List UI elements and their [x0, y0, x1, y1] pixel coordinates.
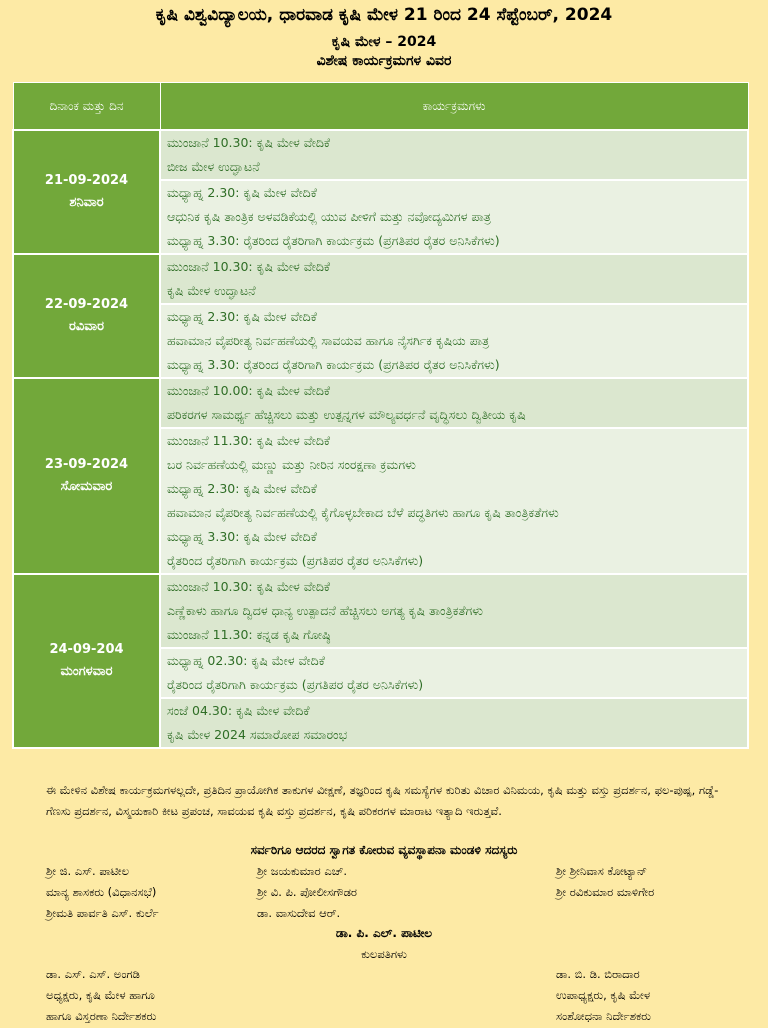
- event-line: ರೈತರಿಂದ ರೈತರಿಗಾಗಿ ಕಾರ್ಯಕ್ರಮ (ಪ್ರಗತಿಪರ ರೈತರ ಅನಿಸಿಕೆಗಳು): [167, 553, 424, 568]
- weekday: ಶನಿವಾರ: [69, 195, 104, 210]
- event-line: ಮಧ್ಯಾಹ್ನ 3.30: ರೈತರಿಂದ ರೈತರಿಗಾಗಿ ಕಾರ್ಯಕ್ರಮ (ಪ್ರಗತಿಪರ ರೈತರ ಅನಿಸಿಕೆಗಳು): [167, 357, 500, 372]
- exhibition-note: ಈ ಮೇಳಿನ ವಿಶೇಷ ಕಾರ್ಯಕ್ರಮಗಳಲ್ಲದೇ, ಪ್ರತಿದಿನ ಪ್ರಾಯೋಗಿಕ ತಾಕುಗಳ ವೀಕ್ಷಣೆ, ತಜ್ಞರಿಂದ ಕೃಷಿ ಸಮಸ್ಯೆಗಳ ಕುರಿತು ವಿಚಾರ ವಿನಿಮಯ, ಕೃಷಿ ಮತ್ತು ವಸ್ತು ಪ್ರದರ್ಶನ, ಫಲ-ಪುಷ್ಪ, ಗಡ್ಡೆ-ಗೆಣಸು ಪ್ರದರ್ಶನ, ವಿಸ್ಮಯಕಾರಿ ಕೀಟ ಪ್ರಪಂಚ, ಸಾವಯವ ಕೃಷಿ ವಸ್ತು ಪ್ರದರ್ಶನ, ಕೃಷಿ ಪರಿಕರಗಳ ಮಾರಾಟ ಇತ್ಯಾದಿ ಇರುತ್ತವೆ.: [46, 783, 719, 818]
- event-line: ಹವಾಮಾನ ವೈಪರೀತ್ಯ ನಿರ್ವಹಣೆಯಲ್ಲಿ ಸಾವಯವ ಹಾಗೂ ನೈಸರ್ಗಿಕ ಕೃಷಿಯ ಪಾತ್ರ: [167, 333, 490, 348]
- date: 21-09-2024: [44, 173, 129, 188]
- event-line: ಪರಿಕರಗಳ ಸಾಮರ್ಥ್ಯ ಹೆಚ್ಚಿಸಲು ಮತ್ತು ಉತ್ಪನ್ನಗಳ ಮೌಲ್ಯವರ್ಧನೆ ವೃದ್ಧಿಸಲು ದ್ವಿತೀಯ ಕೃಷಿ: [167, 407, 526, 422]
- weekday: ಸೋಮವಾರ: [60, 479, 113, 494]
- section-title: ವಿಶೇಷ ಕಾರ್ಯಕ್ರಮಗಳ ವಿವರ: [316, 53, 452, 69]
- event-cell: [160, 428, 748, 574]
- subtitle: ಕೃಷಿ ಮೇಳ – 2024: [331, 34, 437, 50]
- date-column-header: ದಿನಾಂಕ ಮತ್ತು ದಿನ: [13, 83, 160, 131]
- event-line: ಬರ ನಿರ್ವಹಣೆಯಲ್ಲಿ ಮಣ್ಣು ಮತ್ತು ನೀರಿನ ಸಂರಕ್ಷಣಾ ಕ್ರಮಗಳು: [167, 457, 416, 472]
- event-line: ಸಂಜೆ 04.30: ಕೃಷಿ ಮೇಳ ವೇದಿಕೆ: [167, 703, 310, 718]
- event-line: ಕೃಷಿ ಮೇಳ ಉದ್ಘಾಟನೆ: [167, 283, 256, 298]
- event-line: ಹವಾಮಾನ ವೈಪರೀತ್ಯ ನಿರ್ವಹಣೆಯಲ್ಲಿ ಕೈಗೊಳ್ಳಬೇಕಾದ ಬೆಳೆ ಪದ್ಧತಿಗಳು ಹಾಗೂ ಕೃಷಿ ತಾಂತ್ರಿಕತೆಗಳು: [167, 505, 559, 520]
- date-cell: [13, 254, 160, 378]
- committee-heading: ಸರ್ವರಿಗೂ ಆದರದ ಸ್ವಾಗತ ಕೋರುವ ವ್ಯವಸ್ಥಾಪನಾ ಮಂಡಳಿ ಸದಸ್ಯರು: [250, 843, 518, 857]
- event-line: ಮುಂಜಾನೆ 10.30: ಕೃಷಿ ಮೇಳ ವೇದಿಕೆ: [167, 259, 331, 274]
- date: 24-09-204: [49, 642, 124, 657]
- event-cell: [160, 130, 748, 180]
- weekday: ರವಿವಾರ: [68, 319, 105, 334]
- date-cell: [13, 574, 160, 748]
- member-name: ಶ್ರೀ ವಿ. ಪಿ. ಪೋಲೀಸಗೌಡರ: [257, 885, 357, 899]
- schedule-table: [12, 82, 749, 749]
- event-line: ಮಧ್ಯಾಹ್ನ 3.30: ಕೃಷಿ ಮೇಳ ವೇದಿಕೆ: [167, 529, 317, 544]
- event-line: ಮುಂಜಾನೆ 11.30: ಕೃಷಿ ಮೇಳ ವೇದಿಕೆ: [167, 433, 331, 448]
- event-line: ಮಧ್ಯಾಹ್ನ 2.30: ಕೃಷಿ ಮೇಳ ವೇದಿಕೆ: [167, 309, 317, 324]
- event-cell: [160, 698, 748, 748]
- event-cell: [160, 574, 748, 648]
- event-line: ಮುಂಜಾನೆ 10.30: ಕೃಷಿ ಮೇಳ ವೇದಿಕೆ: [167, 579, 331, 594]
- member-name: ಶ್ರೀ ಶ್ರೀನಿವಾಸ ಕೋಟ್ಯಾನ್: [556, 864, 648, 878]
- date: 23-09-2024: [44, 457, 129, 472]
- signatory-line: ಅಧ್ಯಕ್ಷರು, ಕೃಷಿ ಮೇಳ ಹಾಗೂ: [46, 988, 155, 1002]
- event-line: ಮಧ್ಯಾಹ್ನ 3.30: ರೈತರಿಂದ ರೈತರಿಗಾಗಿ ಕಾರ್ಯಕ್ರಮ (ಪ್ರಗತಿಪರ ರೈತರ ಅನಿಸಿಕೆಗಳು): [167, 233, 500, 248]
- weekday: ಮಂಗಳವಾರ: [60, 664, 113, 679]
- event-line: ಆಧುನಿಕ ಕೃಷಿ ತಾಂತ್ರಿಕ ಅಳವಡಿಕೆಯಲ್ಲಿ ಯುವ ಪೀಳಿಗೆ ಮತ್ತು ನವೋದ್ಯಮಿಗಳ ಪಾತ್ರ: [167, 209, 491, 224]
- member-name: ಶ್ರೀ ಜಯಕುಮಾರ ಎಚ್.: [257, 864, 348, 878]
- event-cell: [160, 304, 748, 378]
- table-row: [13, 574, 748, 648]
- event-line: ಮುಂಜಾನೆ 10.30: ಕೃಷಿ ಮೇಳ ವೇದಿಕೆ: [167, 135, 331, 150]
- member-name: ಡಾ. ವಾಸುದೇವ ಆರ್.: [257, 906, 341, 920]
- table-header-row: [13, 83, 748, 131]
- programs-column-header: ಕಾರ್ಯಕ್ರಮಗಳು: [160, 83, 748, 131]
- event-line: ಕೃಷಿ ಮೇಳ 2024 ಸಮಾರೋಪ ಸಮಾರಂಭ: [167, 727, 348, 742]
- event-line: ರೈತರಿಂದ ರೈತರಿಗಾಗಿ ಕಾರ್ಯಕ್ರಮ (ಪ್ರಗತಿಪರ ರೈತರ ಅನಿಸಿಕೆಗಳು): [167, 677, 424, 692]
- member-name: ಮಾನ್ಯ ಶಾಸಕರು (ವಿಧಾನಸಭೆ): [46, 885, 157, 899]
- signatory-line: ಸಂಶೋಧನಾ ನಿರ್ದೇಶಕರು: [556, 1009, 651, 1023]
- date-cell: [13, 130, 160, 254]
- signatory-line: ಡಾ. ಬಿ. ಡಿ. ಬಿರಾದಾರ: [556, 967, 640, 981]
- signatory-line: ಉಪಾಧ್ಯಕ್ಷರು, ಕೃಷಿ ಮೇಳ: [556, 988, 651, 1002]
- table-row: [13, 378, 748, 428]
- event-line: ಮಧ್ಯಾಹ್ನ 2.30: ಕೃಷಿ ಮೇಳ ವೇದಿಕೆ: [167, 481, 317, 496]
- event-cell: [160, 254, 748, 304]
- member-name: ಶ್ರೀ ರವಿಕುಮಾರ ಮಾಳಿಗೇರ: [556, 885, 655, 899]
- event-cell: [160, 648, 748, 698]
- event-line: ಮುಂಜಾನೆ 10.00: ಕೃಷಿ ಮೇಳ ವೇದಿಕೆ: [167, 383, 331, 398]
- event-line: ಎಣ್ಣೆಕಾಳು ಹಾಗೂ ದ್ವಿದಳ ಧಾನ್ಯ ಉತ್ಪಾದನೆ ಹೆಚ್ಚಿಸಲು ಅಗತ್ಯ ಕೃಷಿ ತಾಂತ್ರಿಕತೆಗಳು: [167, 603, 483, 618]
- event-line: ಮುಂಜಾನೆ 11.30: ಕನ್ನಡ ಕೃಷಿ ಗೋಷ್ಠಿ: [167, 627, 331, 642]
- event-cell: [160, 378, 748, 428]
- vice-chancellor-title: ಕುಲಪತಿಗಳು: [361, 947, 407, 961]
- vice-chancellor-name: ಡಾ. ಪಿ. ಎಲ್. ಪಾಟೀಲ: [335, 926, 433, 940]
- page-title: ಕೃಷಿ ವಿಶ್ವವಿದ್ಯಾಲಯ, ಧಾರವಾಡ ಕೃಷಿ ಮೇಳ 21 ರಿಂದ 24 ಸೆಪ್ಟೆಂಬರ್, 2024: [155, 5, 613, 25]
- date: 22-09-2024: [44, 297, 129, 312]
- signatory-line: ಹಾಗೂ ವಿಸ್ತರಣಾ ನಿರ್ದೇಶಕರು: [46, 1009, 157, 1023]
- member-name: ಶ್ರೀಮತಿ ಪಾರ್ವತಿ ಎಸ್. ಕುರ್ಲೆ: [46, 906, 159, 920]
- event-line: ಮಧ್ಯಾಹ್ನ 2.30: ಕೃಷಿ ಮೇಳ ವೇದಿಕೆ: [167, 185, 317, 200]
- date-cell: [13, 378, 160, 574]
- event-line: ಮಧ್ಯಾಹ್ನ 02.30: ಕೃಷಿ ಮೇಳ ವೇದಿಕೆ: [167, 653, 325, 668]
- table-row: [13, 254, 748, 304]
- signatory-line: ಡಾ. ಎಸ್. ಎಸ್. ಅಂಗಡಿ: [46, 967, 140, 981]
- event-line: ಬೀಜ ಮೇಳ ಉದ್ಘಾಟನೆ: [167, 159, 260, 174]
- member-name: ಶ್ರೀ ಜಿ. ಎಸ್. ಪಾಟೀಲ: [46, 864, 130, 878]
- table-row: [13, 130, 748, 180]
- event-cell: [160, 180, 748, 254]
